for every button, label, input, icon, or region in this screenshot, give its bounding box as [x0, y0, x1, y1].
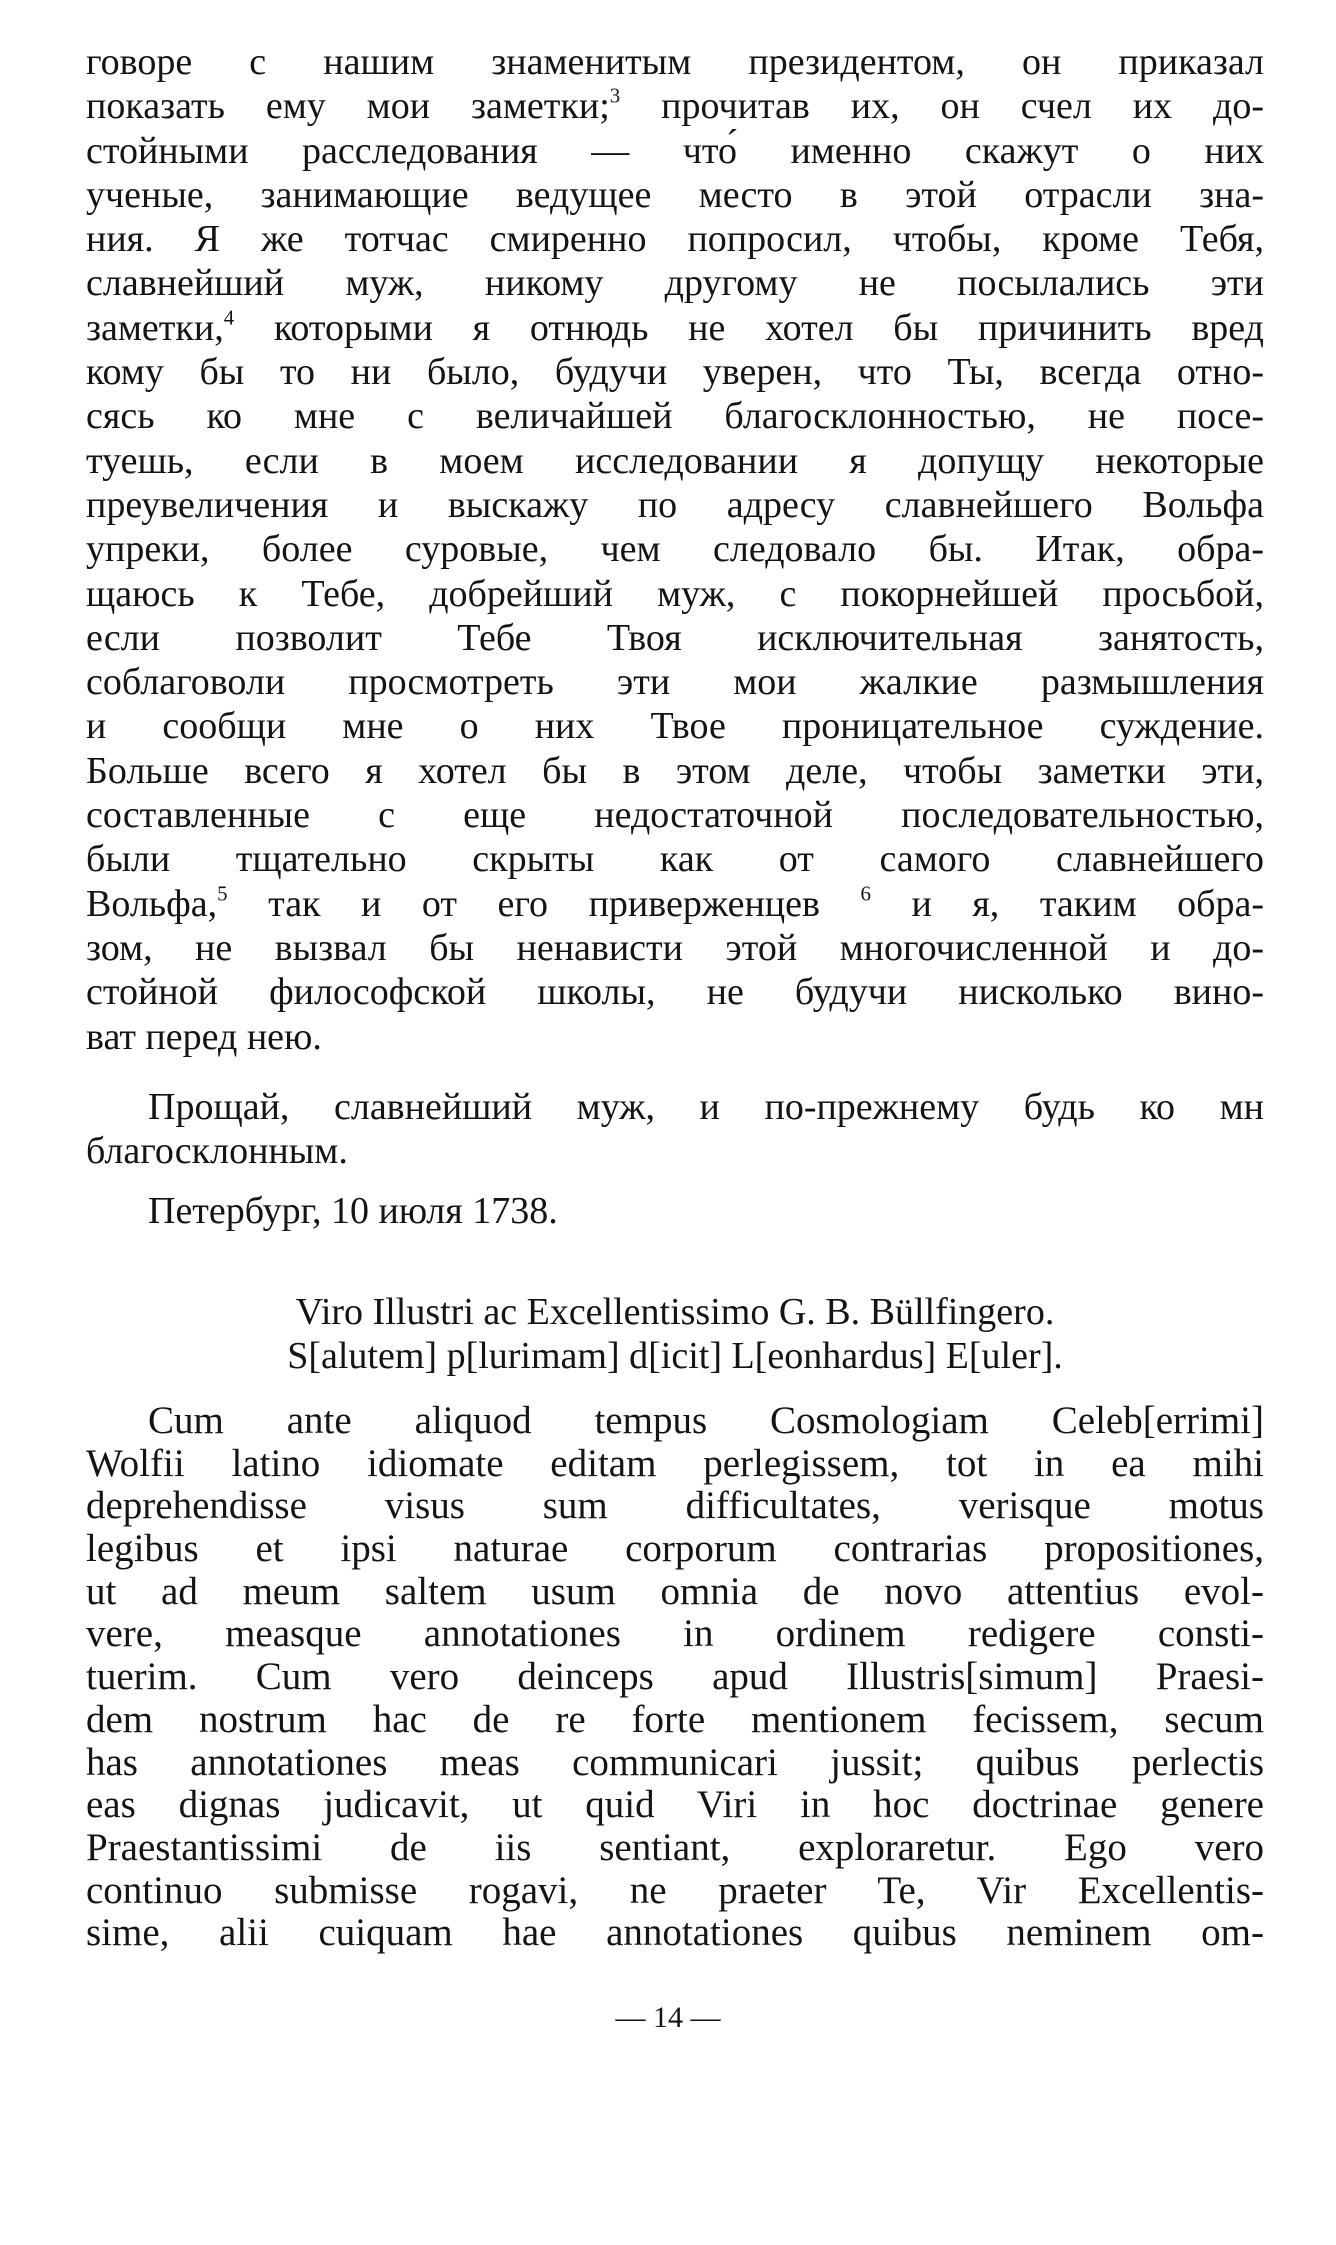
text-line: стойными расследования — что́ именно скажут о них: [86, 129, 1264, 172]
latin-paragraph: [86, 1400, 1264, 1955]
text-line: deprehendisse visus sum difficultates, verisque motus: [86, 1485, 1264, 1528]
text-line: зом, не вызвал бы ненависти этой многочисленной и до-: [86, 926, 1264, 969]
text-line: has annotationes meas communicari jussit; quibus perlectis: [86, 1741, 1264, 1784]
text-line: говоре с нашим знаменитым президентом, он приказал: [86, 41, 1264, 83]
farewell-paragraph: [86, 1085, 1264, 1174]
page-number: — 14 —: [615, 2001, 721, 2034]
text-line: sime, alii cuiquam hae annotationes quibus neminem om-: [86, 1912, 1264, 1955]
text-line: ват перед нею.: [86, 1015, 322, 1058]
text-line: tuerim. Cum vero deinceps apud Illustris[simum] Praesi-: [86, 1656, 1264, 1699]
footnote-marker: 3: [609, 84, 621, 108]
text-line: туешь, если в моем исследовании я допущу некоторые: [86, 439, 1264, 482]
text-line: continuo submisse rogavi, ne praeter Te, Vir Excellentis-: [86, 1869, 1264, 1912]
text-line: были тщательно скрыты как от самого славнейшего: [86, 838, 1264, 881]
heading-line: S[alutem] p[lurimam] d[icit] L[eonhardus] E[uler].: [287, 1335, 1063, 1378]
text-line: и сообщи мне о них Твое проницательное суждение.: [86, 705, 1264, 748]
text-line: Больше всего я хотел бы в этом деле, чтобы заметки эти,: [86, 749, 1264, 792]
text-line: Cum ante aliquod tempus Cosmologiam Celeb[errimi]: [148, 1400, 1264, 1442]
text-line: кому бы то ни было, будучи уверен, что Ты, всегда отно-: [86, 351, 1264, 394]
text-line: составленные с еще недостаточной последовательностью,: [86, 794, 1264, 837]
text-line: ния. Я же тотчас смиренно попросил, чтобы, кроме Тебя,: [86, 218, 1264, 261]
footnote-marker: 6: [860, 881, 871, 905]
text-line: Wolfii latino idiomate editam perlegissem, tot in ea mihi: [86, 1442, 1264, 1485]
text-line: стойной философской школы, не будучи нисколько вино-: [86, 971, 1264, 1014]
text-line: Прощай, славнейший муж, и по-прежнему будь ко мн: [148, 1086, 1264, 1128]
heading-line: Viro Illustri ac Excellentissimo G. B. Büllfingero.: [295, 1291, 1055, 1333]
dateline-text: Петербург, 10 июля 1738.: [148, 1190, 558, 1232]
dateline: [86, 1189, 1264, 1233]
text-line: dem nostrum hac de re forte mentionem fecissem, secum: [86, 1698, 1264, 1741]
text-line: щаюсь к Тебе, добрейший муж, с покорнейшей просьбой,: [86, 572, 1264, 615]
text-line: сясь ко мне с величайшей благосклонностью, не посе-: [86, 395, 1264, 438]
text-line: Praestantissimi de iis sentiant, exploraretur. Ego vero: [86, 1826, 1264, 1869]
text-line: благосклонным.: [86, 1130, 348, 1173]
footnote-marker: 4: [223, 305, 235, 330]
text-line: eas dignas judicavit, ut quid Viri in hoc doctrinae genere: [86, 1784, 1264, 1827]
text-line: если позволит Тебе Твоя исключительная занятость,: [86, 616, 1264, 659]
text-line: vere, measque annotationes in ordinem redigere consti-: [86, 1613, 1264, 1656]
text-line: заметки,$^4$ которыми я отнюдь не хотел бы причинить вред: [86, 305, 1264, 349]
latin-heading: [86, 1290, 1264, 1379]
footnote-marker: 5: [217, 881, 228, 905]
text-line: ученые, занимающие ведущее место в этой отрасли зна-: [86, 173, 1264, 216]
text-line: упреки, более суровые, чем следовало бы. Итак, обра-: [86, 528, 1264, 571]
text-line: ut ad meum saltem usum omnia de novo attentius evol-: [86, 1570, 1264, 1613]
text-line: показать ему мои заметки;$^3$ прочитав их, он счел их до-: [86, 84, 1264, 128]
text-line: соблаговоли просмотреть эти мои жалкие размышления: [86, 661, 1264, 704]
text-line: преувеличения и выскажу по адресу славнейшего Вольфа: [86, 483, 1264, 526]
russian-paragraph: [86, 40, 1264, 1059]
text-line: legibus et ipsi naturae corporum contrarias propositiones,: [86, 1528, 1264, 1571]
text-line: Вольфа,$^5$ так и от его приверженцев $^6$ и я, таким обра-: [86, 881, 1264, 925]
text-line: славнейший муж, никому другому не посылались эти: [86, 262, 1264, 305]
